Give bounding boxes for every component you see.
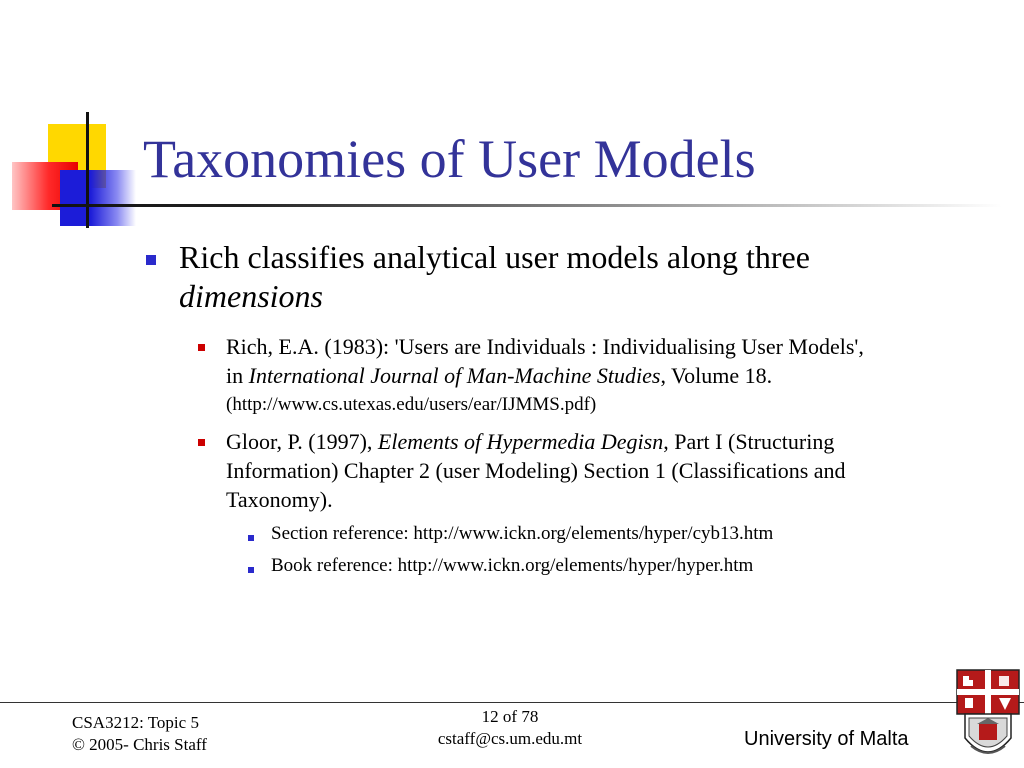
footer-left [72,712,207,756]
book-title: Elements of Hypermedia Degisn [377,429,664,454]
slide-title: Taxonomies of User Models [143,129,756,189]
journal-title: International Journal of Man-Machine Studies [248,363,661,388]
ref-text: , Part I (Structuring [663,429,835,454]
ref-text: Gloor, P. (1997), [226,429,378,454]
section-reference: Section reference: http://www.ickn.org/elements/hyper/cyb13.htm [271,523,774,544]
reference-rich [226,332,986,419]
title-underline [52,204,1002,207]
ref-text: , Volume 18. [660,363,773,388]
bullet-text-level1 [179,238,999,316]
university-name: University of Malta [744,728,909,750]
bullet-level2 [198,439,205,446]
university-crest-icon [955,668,1021,768]
bullet-level2 [198,344,205,351]
ref-line: Rich, E.A. (1983): 'Users are Individuals : Individualising User Models', [226,334,864,359]
reference-gloor [226,427,986,514]
book-reference: Book reference: http://www.ickn.org/elements/hyper/hyper.htm [271,555,754,576]
bullet-level3 [248,567,254,573]
footer-center [400,706,620,750]
page-number: 12 of 78 [481,707,539,726]
bullet-line: Rich classifies analytical user models along three [179,239,810,275]
ref-line: Taxonomy). [226,487,333,512]
decor-blue-square [60,170,136,226]
ref-line: Information) Chapter 2 (user Modeling) Section 1 (Classifications and [226,458,846,483]
copyright-label: © 2005- Chris Staff [72,735,207,754]
author-email: cstaff@cs.um.edu.mt [437,729,583,748]
course-label: CSA3212: Topic 5 [72,713,199,732]
ref-text: in [226,363,249,388]
bullet-level1 [146,255,156,265]
bullet-emphasis: dimensions [179,278,323,314]
footer-divider [0,702,1024,703]
ref-url: (http://www.cs.utexas.edu/users/ear/IJMMS.pdf) [226,394,597,415]
decor-vertical-line [86,112,89,228]
ref-line [226,361,986,390]
ref-line [226,427,986,456]
bullet-level3 [248,535,254,541]
